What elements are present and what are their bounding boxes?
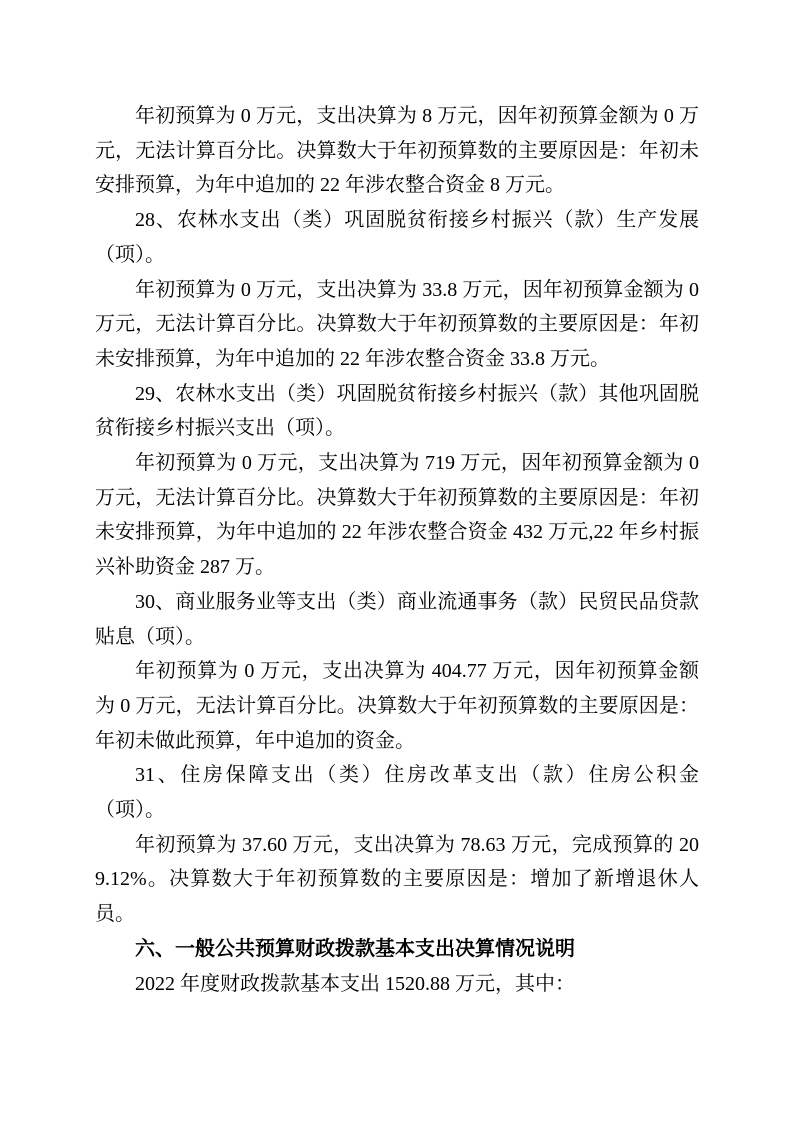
item-30-budget-note: 年初预算为 0 万元，支出决算为 404.77 万元，因年初预算金额为 0 万元，无法计算百分比。决算数大于年初预算数的主要原因是：年初未做此预算，年中追加的资金。: [95, 660, 699, 752]
item-30-title: 30、商业服务业等支出（类）商业流通事务（款）民贸民品贷款贴息（项）。: [95, 590, 699, 648]
item-27-budget-note: 年初预算为 0 万元，支出决算为 8 万元，因年初预算金额为 0 万元，无法计算百分比。决算数大于年初预算数的主要原因是：年初未安排预算，为年中追加的 22 年涉农整合资金 8 万元。: [95, 105, 699, 197]
item-29-title: 29、农林水支出（类）巩固脱贫衔接乡村振兴（款）其他巩固脱贫衔接乡村振兴支出（项）。: [95, 382, 699, 440]
item-29-budget-note: 年初预算为 0 万元，支出决算为 719 万元，因年初预算金额为 0 万元，无法计算百分比。决算数大于年初预算数的主要原因是：年初未安排预算，为年中追加的 22 年涉农整合资金 432 万元,22 年乡村振兴补助资金 287 万。: [95, 452, 699, 579]
section-6-heading: 六、一般公共预算财政拨款基本支出决算情况说明: [135, 937, 575, 960]
item-28-budget-note: 年初预算为 0 万元，支出决算为 33.8 万元，因年初预算金额为 0 万元，无法计算百分比。决算数大于年初预算数的主要原因是：年初未安排预算，为年中追加的 22 年涉农整合资金 33.8 万元。: [95, 278, 699, 370]
section-6-intro: 2022 年度财政拨款基本支出 1520.88 万元，其中：: [135, 972, 575, 995]
item-31-title: 31、住房保障支出（类）住房改革支出（款）住房公积金（项）。: [95, 764, 699, 822]
item-31-budget-note: 年初预算为 37.60 万元，支出决算为 78.63 万元，完成预算的 209.12%。决算数大于年初预算数的主要原因是：增加了新增退休人员。: [95, 833, 699, 926]
item-28-title: 28、农林水支出（类）巩固脱贫衔接乡村振兴（款）生产发展（项）。: [95, 209, 699, 266]
